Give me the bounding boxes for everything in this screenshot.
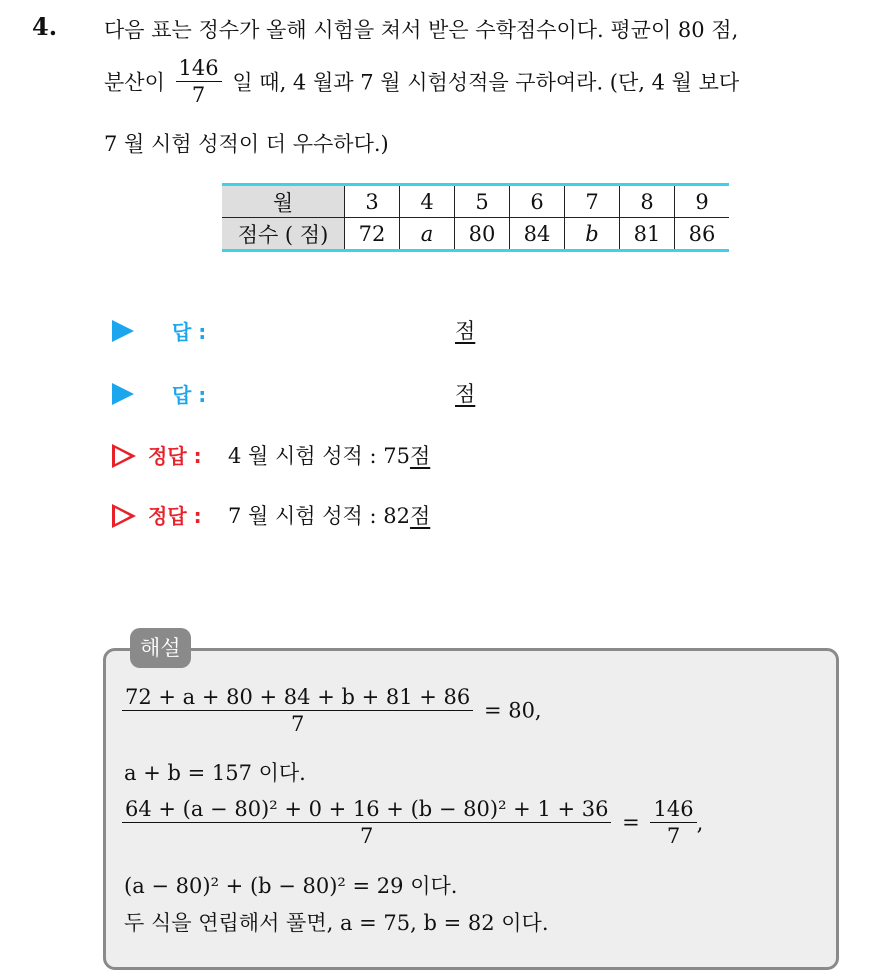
eq3-rhs-fraction <box>650 796 696 849</box>
month-cell: 6 <box>510 185 565 218</box>
eq3-denominator: 7 <box>360 824 374 848</box>
correct-answer-2-text: 7 월 시험 성적 : 82 <box>228 504 410 528</box>
explanation-eq-3 <box>122 796 703 849</box>
score-variable-b: b <box>585 221 599 246</box>
correct-answer-arrow-icon <box>112 444 136 468</box>
correct-label-2: 정답 : <box>148 504 202 528</box>
eq3-rhs-denominator: 7 <box>666 824 681 848</box>
score-cell: 80 <box>455 218 510 251</box>
month-cell: 9 <box>675 185 730 218</box>
eq3-comma: , <box>696 810 704 835</box>
answer-label-1: 답 : <box>172 320 207 344</box>
question-line-2-pre: 분산이 <box>104 70 165 95</box>
explanation-eq-2: a + b = 157 이다. <box>124 761 306 785</box>
score-cell <box>565 218 620 251</box>
month-row <box>222 185 729 218</box>
score-cell <box>400 218 455 251</box>
correct-answer-1-text: 4 월 시험 성적 : 75 <box>228 444 410 468</box>
eq3-rhs-numerator: 146 <box>650 796 696 823</box>
correct-answer-1 <box>228 440 430 470</box>
month-cell: 8 <box>620 185 675 218</box>
score-variable-a: a <box>420 221 434 246</box>
variance-fraction <box>176 55 222 108</box>
correct-answer-arrow-icon <box>112 504 136 528</box>
variance-denominator: 7 <box>191 83 206 107</box>
correct-answer-1-unit: 점 <box>409 444 431 468</box>
month-cell: 3 <box>345 185 400 218</box>
eq1-rhs: = 80, <box>483 698 542 723</box>
score-cell: 72 <box>345 218 400 251</box>
explanation-eq-4: (a − 80)² + (b − 80)² = 29 이다. <box>124 874 458 898</box>
correct-answer-2-unit: 점 <box>409 504 431 528</box>
correct-answer-2 <box>228 500 430 530</box>
answer-blank-2-unit[interactable]: 점 <box>455 382 476 406</box>
explanation-eq-5: 두 식을 연립해서 풀면, a = 75, b = 82 이다. <box>124 911 549 935</box>
month-cell: 4 <box>400 185 455 218</box>
eq1-fraction <box>122 684 473 737</box>
eq1-numerator: 72 + a + 80 + 84 + b + 81 + 86 <box>122 684 473 711</box>
score-header: 점수 ( 점) <box>222 218 345 251</box>
question-number: 4. <box>32 12 58 41</box>
score-cell: 84 <box>510 218 565 251</box>
eq3-numerator: 64 + (a − 80)² + 0 + 16 + (b − 80)² + 1 + 36 <box>122 796 611 823</box>
score-cell: 86 <box>675 218 730 251</box>
question-line-2-post: 일 때, 4 월과 7 월 시험성적을 구하여라. (단, 4 월 보다 <box>232 70 740 95</box>
month-cell: 5 <box>455 185 510 218</box>
eq3-equals: = <box>622 810 640 835</box>
month-cell: 7 <box>565 185 620 218</box>
score-table <box>222 183 729 252</box>
answer-arrow-icon <box>112 383 134 405</box>
score-cell: 81 <box>620 218 675 251</box>
month-header: 월 <box>222 185 345 218</box>
answer-arrow-icon <box>112 320 134 342</box>
explanation-eq-1 <box>122 684 542 737</box>
variance-numerator: 146 <box>176 55 222 82</box>
answer-blank-1-unit[interactable]: 점 <box>455 319 476 343</box>
eq1-denominator: 7 <box>290 712 305 736</box>
question-line-3: 7 월 시험 성적이 더 우수하다.) <box>104 132 389 156</box>
score-row <box>222 218 729 251</box>
question-line-2 <box>104 55 739 108</box>
correct-label-1: 정답 : <box>148 444 202 468</box>
question-line-1: 다음 표는 정수가 올해 시험을 쳐서 받은 수학점수이다. 평균이 80 점, <box>104 18 739 42</box>
answer-label-2: 답 : <box>172 383 207 407</box>
explanation-tag: 해설 <box>130 628 191 668</box>
eq3-fraction <box>122 796 611 849</box>
